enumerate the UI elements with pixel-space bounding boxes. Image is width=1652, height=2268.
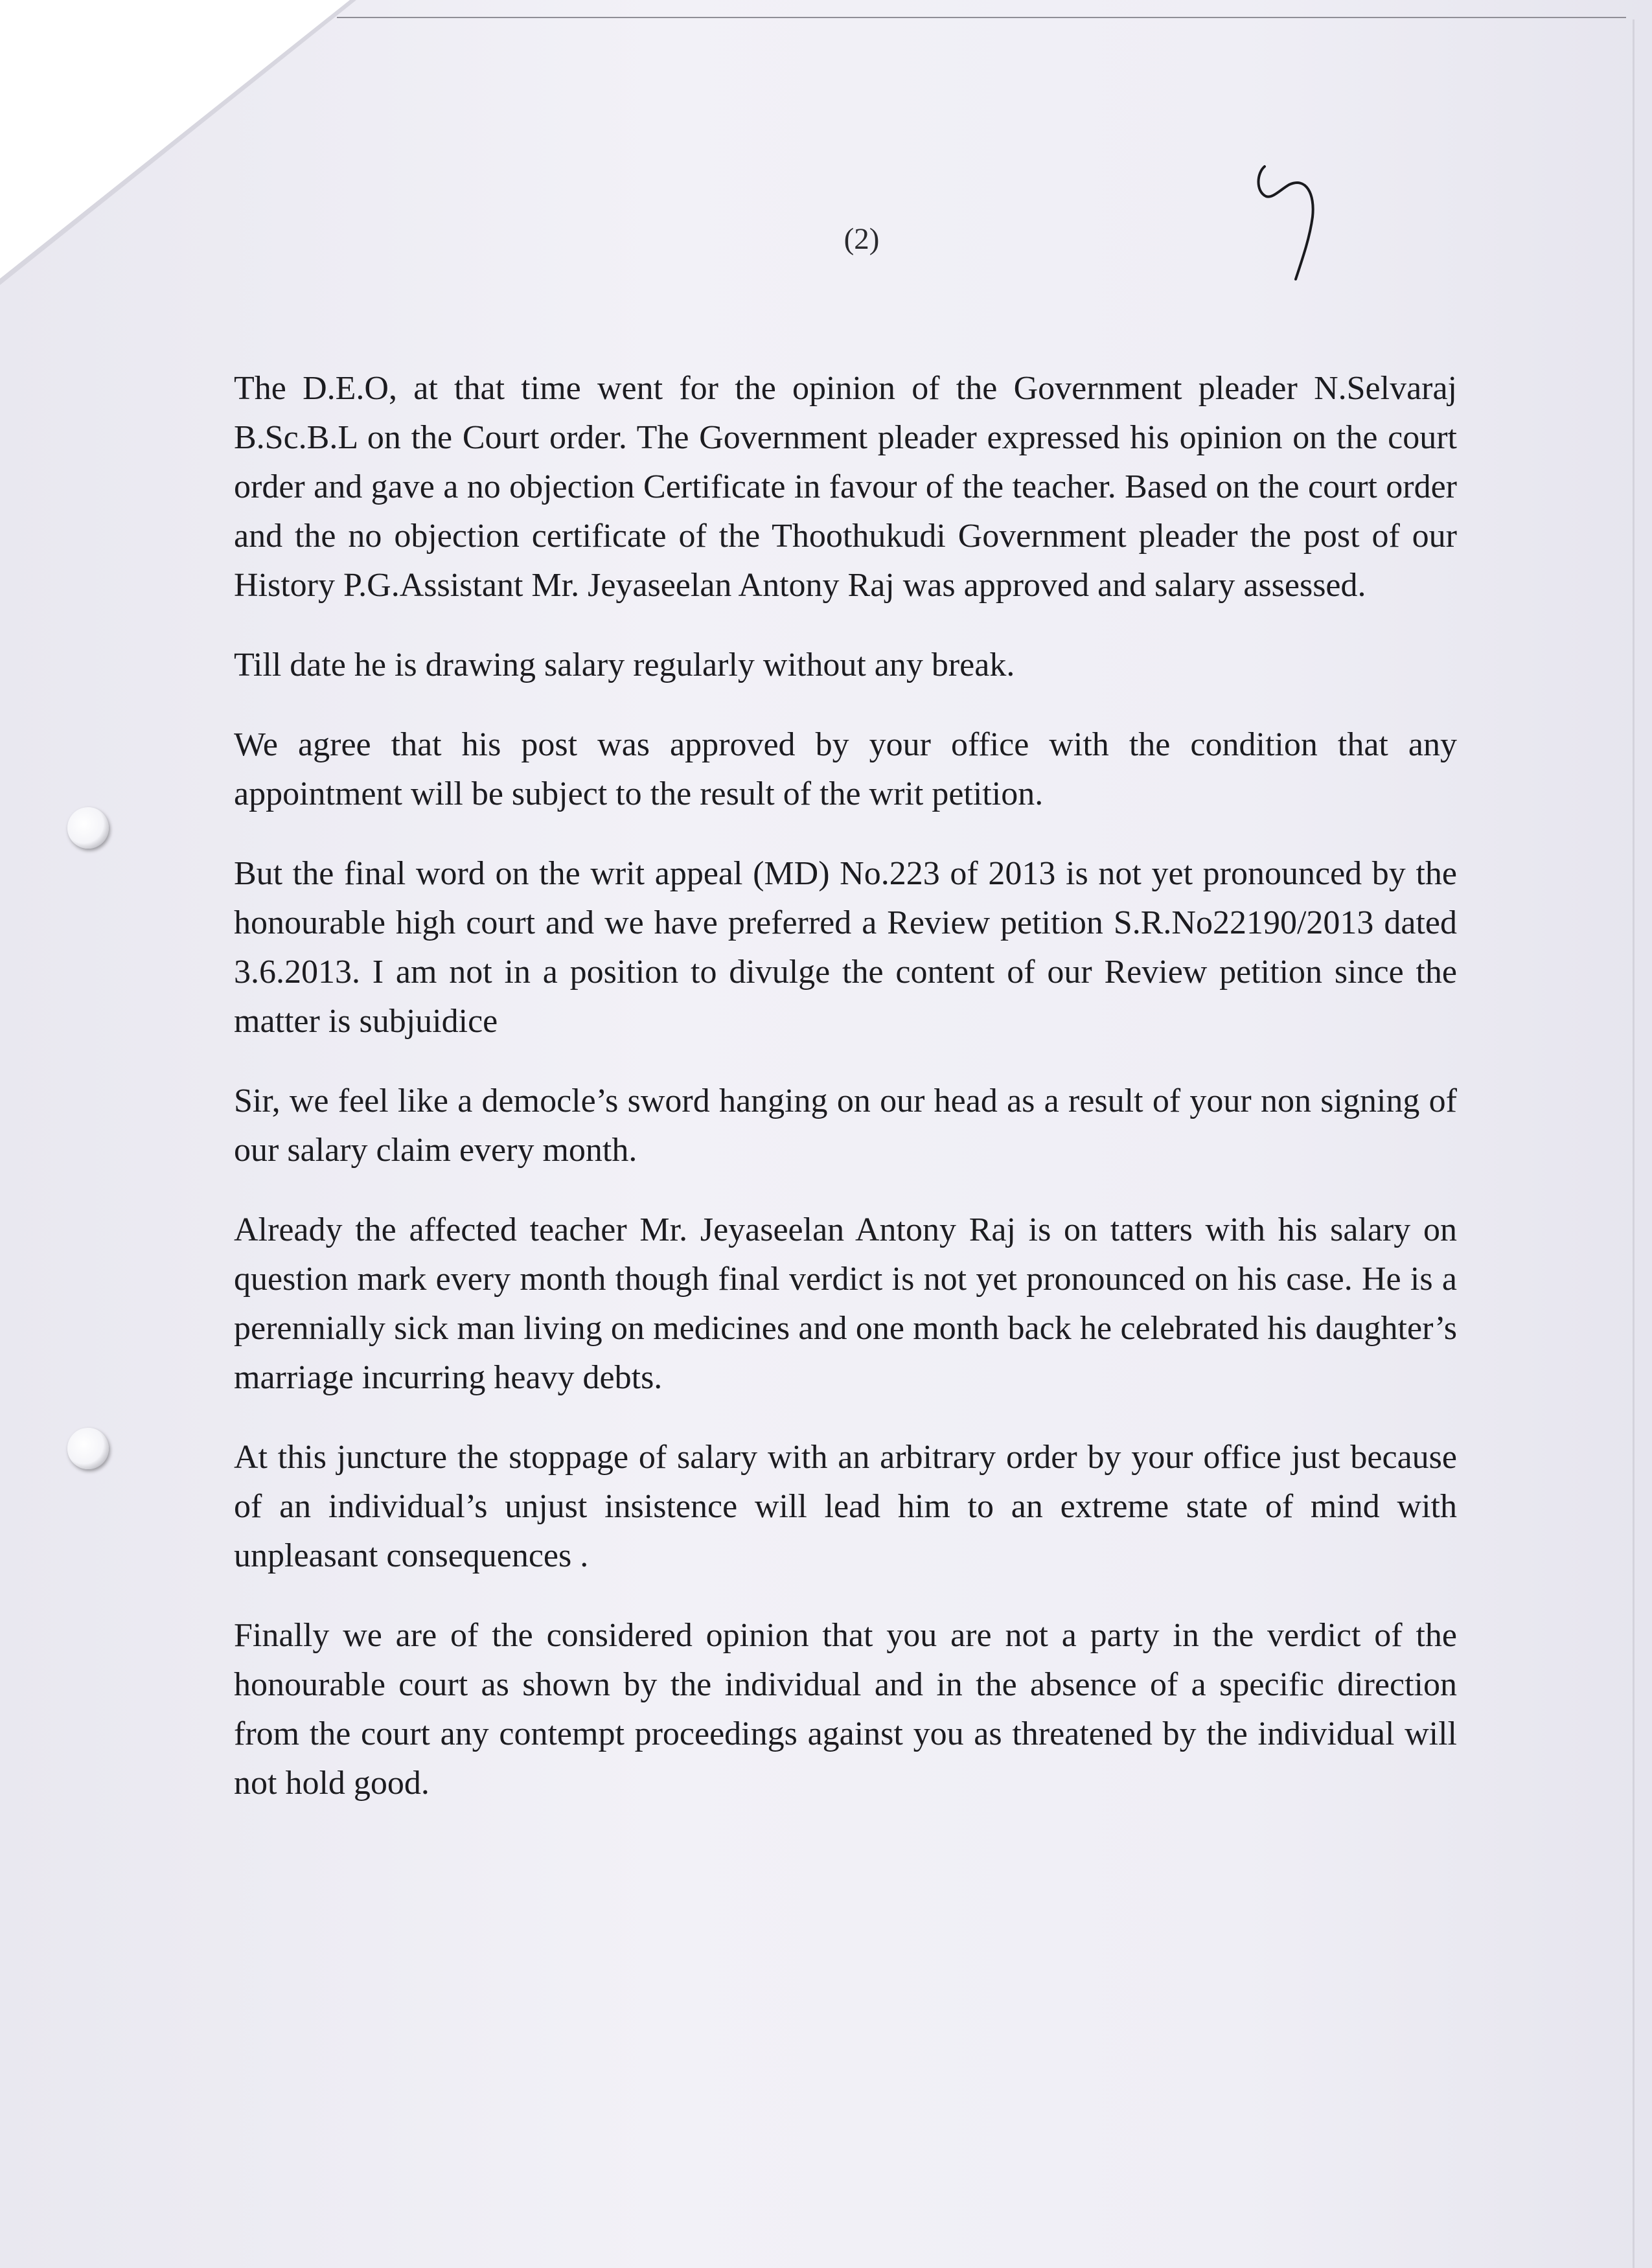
handwritten-page-mark: [1250, 159, 1322, 282]
paragraph-stoppage: At this juncture the stoppage of salary with an arbitrary order by your office just because of an individual’s unjust insistence will lead him to an extreme state of mind with unpleasant consequences .: [234, 1439, 1457, 1574]
page-edge: [1633, 19, 1635, 2268]
paragraph-condition: We agree that his post was approved by your office with the condition that any appointment will be subject to the result of the writ petition.: [234, 726, 1457, 812]
punch-hole-top: [67, 807, 109, 849]
paragraph-affected-teacher: Already the affected teacher Mr. Jeyaseelan Antony Raj is on tatters with his salary on question mark every month though final verdict is not yet pronounced on his case. He is a perennially sick man living on medicines and one month back he celebrated his daughter’s marriage incurring heavy debts.: [234, 1211, 1457, 1396]
paragraph-conclusion: Finally we are of the considered opinion that you are not a party in the verdict of the honourable court as shown by the individual and in the absence of a specific direction from the court any contempt proceedings against you as threatened by the individual will not hold good.: [234, 1617, 1457, 1802]
folded-corner: [0, 0, 350, 279]
punch-hole-bottom: [67, 1428, 109, 1469]
top-edge-line: [337, 17, 1626, 18]
paragraph-salary-status: Till date he is drawing salary regularly without any break.: [234, 647, 1015, 683]
letter-body: [234, 364, 1457, 1838]
paragraph-writ-appeal: But the final word on the writ appeal (MD) No.223 of 2013 is not yet pronounced by the honourable high court and we have preferred a Review petition S.R.No22190/2013 dated 3.6.2013. I am not in a position to divulge the content of our Review petition since the matter is subjuidice: [234, 855, 1457, 1040]
paragraph-salary-claim: Sir, we feel like a democle’s sword hanging on our head as a result of your non signing of our salary claim every month.: [234, 1082, 1457, 1169]
paragraph-approval: The D.E.O, at that time went for the opinion of the Government pleader N.Selvaraj B.Sc.B.L on the Court order. The Government pleader expressed his opinion on the court order and gave a no objection Certificate in favour of the teacher. Based on the court order and the no objection certificate of the Thoothukudi Government pleader the post of our History P.G.Assistant Mr. Jeyaseelan Antony Raj was approved and salary assessed.: [234, 370, 1457, 604]
page-number: (2): [843, 222, 880, 256]
